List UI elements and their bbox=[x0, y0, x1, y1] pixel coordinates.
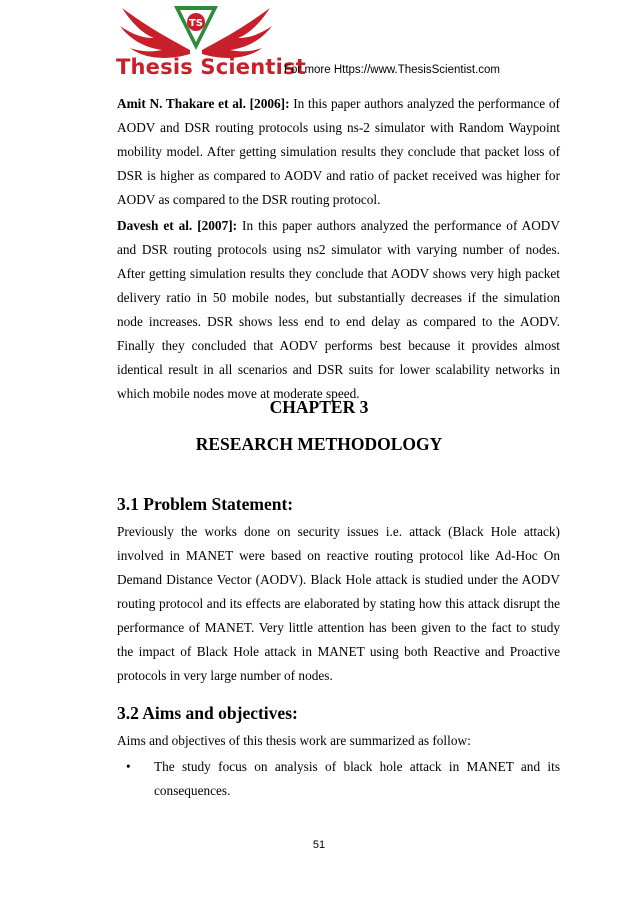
logo-text: Thesis Scientist bbox=[116, 55, 306, 79]
paragraph-text: In this paper authors analyzed the performance of AODV and DSR routing protocols using ns2 simulator with varying number of nodes. After getting simulation results they conclude that AODV shows very high packet delivery ratio in 50 mobile nodes, but substantially decreases if the simulation node increases. DSR shows less end to end delay as compared to the AODV. Finally they concluded that AODV performs best because it provides almost identical result in all scenarios and DSR suits for lower scalability networks in which mobile nodes move at moderate speed. bbox=[117, 218, 560, 401]
thesis-scientist-logo bbox=[112, 0, 306, 85]
chapter-title: RESEARCH METHODOLOGY bbox=[195, 434, 443, 454]
paragraph-text: In this paper authors analyzed the performance of AODV and DSR routing protocols using ns-2 simulator with Random Waypoint mobility model. After getting simulation results they conclude that packet loss of DSR is higher as compared to AODV and ratio of packet received was higher for AODV as compared to the DSR routing protocol. bbox=[117, 96, 560, 207]
bullet-text: The study focus on analysis of black hole attack in MANET and its consequences. bbox=[154, 759, 560, 798]
bullet-icon: • bbox=[126, 759, 131, 774]
page-number: 51 bbox=[312, 839, 326, 851]
section-heading-problem-statement: 3.1 Problem Statement: bbox=[117, 494, 294, 514]
header-website-link[interactable]: For more Https://www.ThesisScientist.com bbox=[284, 64, 500, 76]
section-heading-aims: 3.2 Aims and objectives: bbox=[117, 703, 298, 723]
svg-text:TS: TS bbox=[188, 18, 204, 29]
problem-statement-text: Previously the works done on security issues i.e. attack (Black Hole attack) involved in MANET were based on reactive routing protocol like Ad-Hoc On Demand Distance Vector (AODV). Black Hole attack is studied under the AODV routing protocol and its effects are elaborated by stating how this attack disrupt the performance of MANET. Very little attention has been given to the fact to study the impact of Black Hole attack in MANET using both Reactive and Proactive protocols in very large number of nodes. bbox=[117, 524, 560, 683]
logo-wings-icon bbox=[112, 0, 280, 62]
paragraph-davesh bbox=[117, 214, 560, 406]
paragraph-thakare bbox=[117, 92, 560, 212]
citation-author: Amit N. Thakare et al. [2006]: bbox=[117, 96, 290, 111]
citation-author: Davesh et al. [2007]: bbox=[117, 218, 238, 233]
aims-intro-text: Aims and objectives of this thesis work are summarized as follow: bbox=[117, 733, 471, 748]
chapter-number: CHAPTER 3 bbox=[269, 397, 369, 417]
